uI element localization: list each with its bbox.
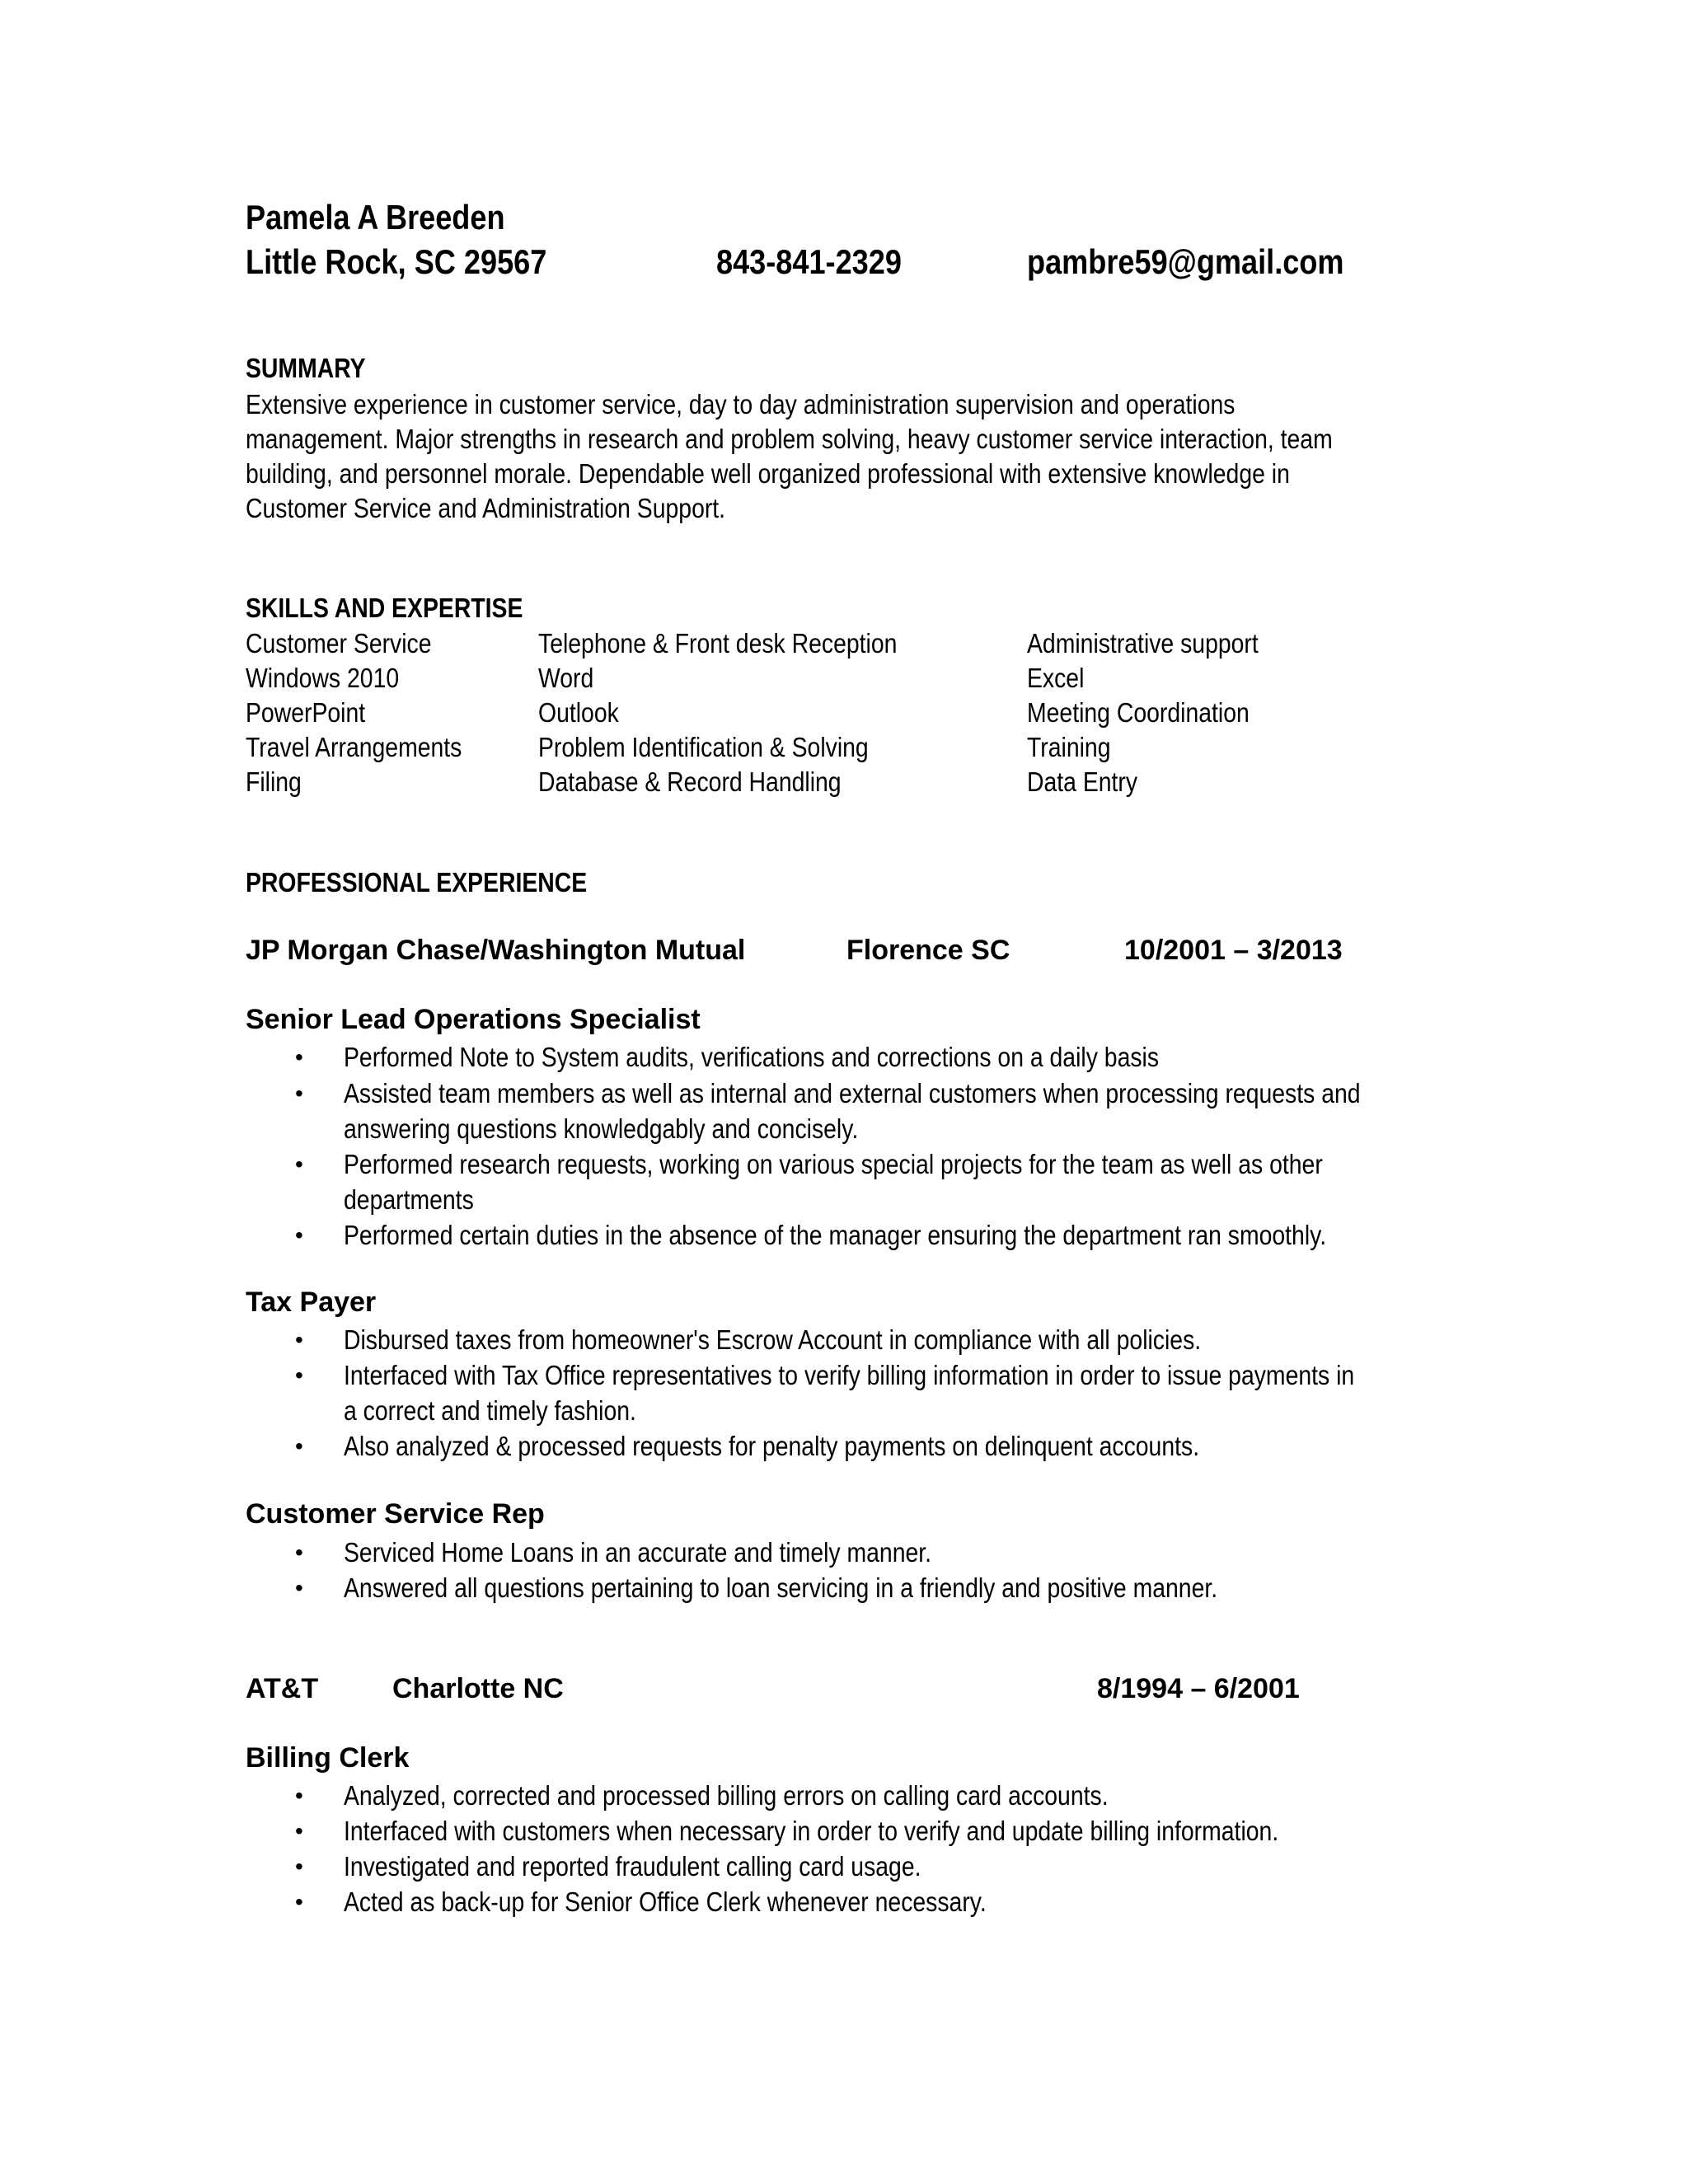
- list-item: • Interfaced with Tax Office representatives to verify billing information in order to issue payments in: [246, 1357, 1519, 1393]
- skills-column-2: [538, 626, 955, 799]
- bullet-icon: •: [295, 1080, 303, 1106]
- skill-item: Excel: [1027, 663, 1085, 693]
- bullet-icon: •: [295, 1044, 303, 1070]
- employer-location: Charlotte NC: [392, 1673, 564, 1704]
- job-title: Customer Service Rep: [246, 1498, 545, 1530]
- skill-item: Database & Record Handling: [538, 766, 842, 797]
- bullet-icon: •: [295, 1818, 303, 1844]
- skill-item: Problem Identification & Solving: [538, 732, 869, 762]
- list-item: • Serviced Home Loans in an accurate and timely manner.: [246, 1535, 1360, 1570]
- role-bullets: [246, 1039, 1526, 1253]
- skill-item: Training: [1027, 732, 1111, 762]
- bullet-icon: •: [295, 1433, 303, 1459]
- job-title: Billing Clerk: [246, 1742, 410, 1774]
- summary-heading: SUMMARY: [246, 353, 366, 383]
- bullet-icon: •: [295, 1889, 303, 1915]
- bullet-icon: •: [295, 1854, 303, 1879]
- summary-line: management. Major strengths in research and problem solving, heavy customer service interaction, team: [246, 424, 1333, 454]
- job-title: Senior Lead Operations Specialist: [246, 1004, 701, 1035]
- list-item-continuation: answering questions knowledgably and concisely.: [344, 1113, 859, 1144]
- summary-text: [246, 387, 1597, 526]
- list-item: • Investigated and reported fraudulent calling card usage.: [246, 1849, 1431, 1884]
- list-item: • Answered all questions pertaining to loan servicing in a friendly and positive manner.: [246, 1570, 1360, 1605]
- bullet-icon: •: [295, 1327, 303, 1352]
- employment-dates: 8/1994 – 6/2001: [1097, 1673, 1300, 1704]
- skill-item: Telephone & Front desk Reception: [538, 628, 898, 658]
- list-item: • Also analyzed & processed requests for penalty payments on delinquent accounts.: [246, 1428, 1519, 1464]
- bullet-icon: •: [295, 1151, 303, 1177]
- candidate-email: pambre59@gmail.com: [1027, 242, 1344, 281]
- candidate-phone: 843-841-2329: [716, 242, 902, 281]
- employer-name: AT&T: [246, 1673, 319, 1704]
- summary-line: building, and personnel morale. Dependable well organized professional with extensive knowledge in: [246, 458, 1290, 489]
- skills-heading: SKILLS AND EXPERTISE: [246, 593, 523, 623]
- list-item: • Performed Note to System audits, verifications and corrections on a daily basis: [246, 1039, 1526, 1075]
- skill-item: Administrative support: [1027, 628, 1259, 658]
- skill-item: Outlook: [538, 697, 619, 728]
- skills-column-1: [246, 626, 497, 799]
- list-item-continuation: departments: [344, 1184, 474, 1215]
- summary-line: Customer Service and Administration Support.: [246, 493, 726, 523]
- role-bullets: [246, 1322, 1519, 1464]
- employment-dates: 10/2001 – 3/2013: [1124, 935, 1343, 966]
- candidate-name: Pamela A Breeden: [246, 198, 505, 237]
- list-item: • Disbursed taxes from homeowner's Escrow Account in compliance with all policies.: [246, 1322, 1519, 1357]
- experience-heading: PROFESSIONAL EXPERIENCE: [246, 867, 588, 898]
- skill-item: Customer Service: [246, 628, 432, 658]
- skill-item: PowerPoint: [246, 697, 366, 728]
- list-item-continuation: a correct and timely fashion.: [344, 1395, 636, 1426]
- employer-name: JP Morgan Chase/Washington Mutual: [246, 935, 746, 966]
- candidate-location: Little Rock, SC 29567: [246, 242, 547, 281]
- employer-location: Florence SC: [846, 935, 1010, 966]
- skills-column-3: [1027, 626, 1296, 799]
- list-item: • Performed research requests, working on various special projects for the team as well as other: [246, 1146, 1526, 1182]
- skill-item: Word: [538, 663, 594, 693]
- bullet-icon: •: [295, 1783, 303, 1808]
- skill-item: Windows 2010: [246, 663, 400, 693]
- skill-item: Meeting Coordination: [1027, 697, 1250, 728]
- summary-line: Extensive experience in customer service, day to day administration supervision and operations: [246, 389, 1236, 419]
- skill-item: Data Entry: [1027, 766, 1138, 797]
- skill-item: Travel Arrangements: [246, 732, 462, 762]
- list-item: • Analyzed, corrected and processed billing errors on calling card accounts.: [246, 1778, 1431, 1813]
- skill-item: Filing: [246, 766, 302, 797]
- role-bullets: [246, 1778, 1431, 1919]
- bullet-icon: •: [295, 1575, 303, 1601]
- bullet-icon: •: [295, 1540, 303, 1565]
- list-item: • Performed certain duties in the absence of the manager ensuring the department ran smoothly.: [246, 1217, 1526, 1253]
- list-item: • Assisted team members as well as internal and external customers when processing requests and: [246, 1076, 1526, 1111]
- list-item: • Interfaced with customers when necessary in order to verify and update billing information.: [246, 1813, 1431, 1849]
- role-bullets: [246, 1535, 1360, 1605]
- bullet-icon: •: [295, 1362, 303, 1388]
- list-item: • Acted as back-up for Senior Office Clerk whenever necessary.: [246, 1884, 1431, 1919]
- bullet-icon: •: [295, 1222, 303, 1248]
- job-title: Tax Payer: [246, 1286, 377, 1318]
